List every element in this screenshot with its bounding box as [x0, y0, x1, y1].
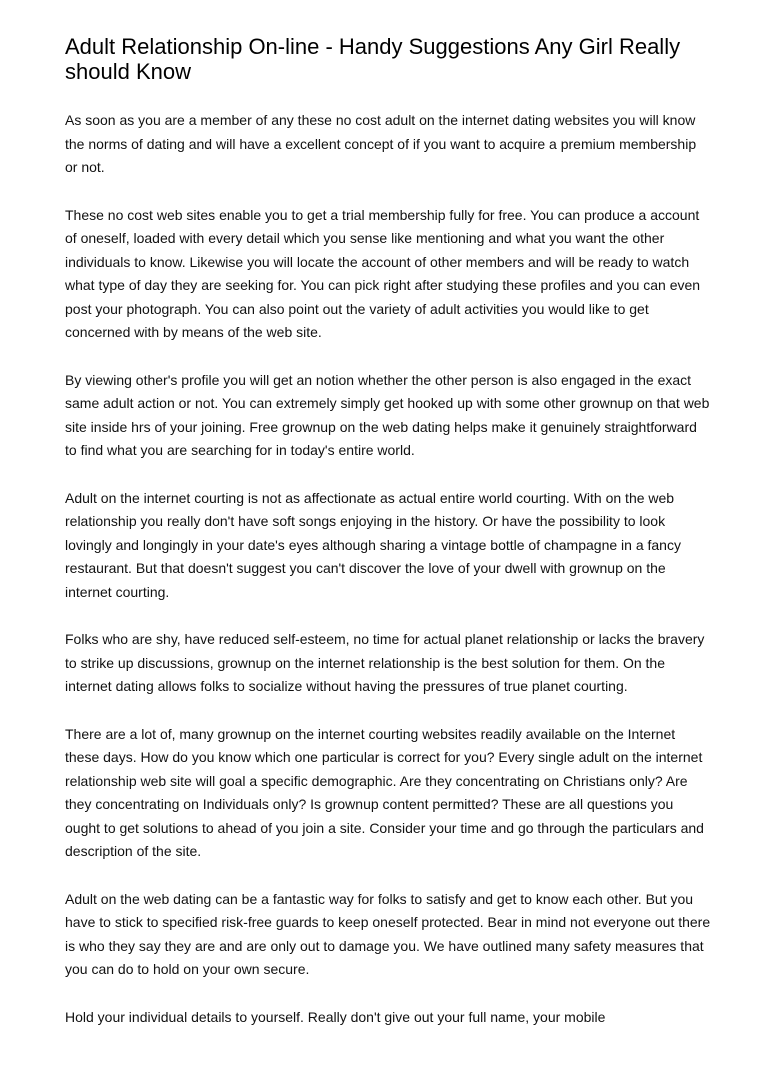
paragraph: Adult on the internet courting is not as affectionate as actual entire world courting. With on the web relationship you really don't have soft songs enjoying in the history. Or have the possibility to look lovingly and longingly in your date's eyes although sharing a vintage bottle of champagne in a fancy restaurant. But that doesn't suggest you can't discover the love of your dwell with grownup on the internet courting. [65, 489, 681, 600]
document-body [65, 109, 712, 1029]
paragraph: By viewing other's profile you will get an notion whether the other person is also engaged in the exact same adult action or not. You can extremely simply get hooked up with some other grownup on that web site inside hrs of your joining. Free grownup on the web dating helps make it genuinely straightforward to find what you are searching for in today's entire world. [65, 371, 710, 458]
document-title: Adult Relationship On-line - Handy Suggestions Any Girl Really should Know [65, 34, 681, 84]
paragraph: There are a lot of, many grownup on the internet courting websites readily available on the Internet these days. How do you know which one particular is correct for you? Every single adult on the internet relationship web site will goal a specific demographic. Are they concentrating on Christians only? Are they concentrating on Individuals only? Is grownup content permitted? These are all questions you ought to get solutions to ahead of you join a site. Consider your time and go through the particulars and description of the site. [65, 725, 704, 859]
paragraph: These no cost web sites enable you to get a trial membership fully for free. You can produce a account of oneself, loaded with every detail which you sense like mentioning and what you want the other individuals to know. Likewise you will locate the account of other members and will be ready to watch what type of day they are seeking for. You can pick right after studying these profiles and you can even post your photograph. You can also point out the variety of adult activities you would like to get concerned with by means of the web site. [65, 206, 701, 340]
paragraph: As soon as you are a member of any these no cost adult on the internet dating websites you will know the norms of dating and will have a excellent concept of if you want to acquire a premium membership or not. [65, 112, 697, 175]
paragraph: Hold your individual details to yourself. Really don't give out your full name, your mobile [65, 1008, 606, 1025]
paragraph: Adult on the web dating can be a fantastic way for folks to satisfy and get to know each other. But you have to stick to specified risk-free guards to keep oneself protected. Bear in mind not everyone out there is who they say they are and are only out to damage you. We have outlined many safety measures that you can do to hold on your own secure. [65, 890, 711, 977]
paragraph: Folks who are shy, have reduced self-esteem, no time for actual planet relationship or lacks the bravery to strike up discussions, grownup on the internet relationship is the best solution for them. On the internet dating allows folks to socialize without having the pressures of true planet courting. [65, 631, 705, 694]
